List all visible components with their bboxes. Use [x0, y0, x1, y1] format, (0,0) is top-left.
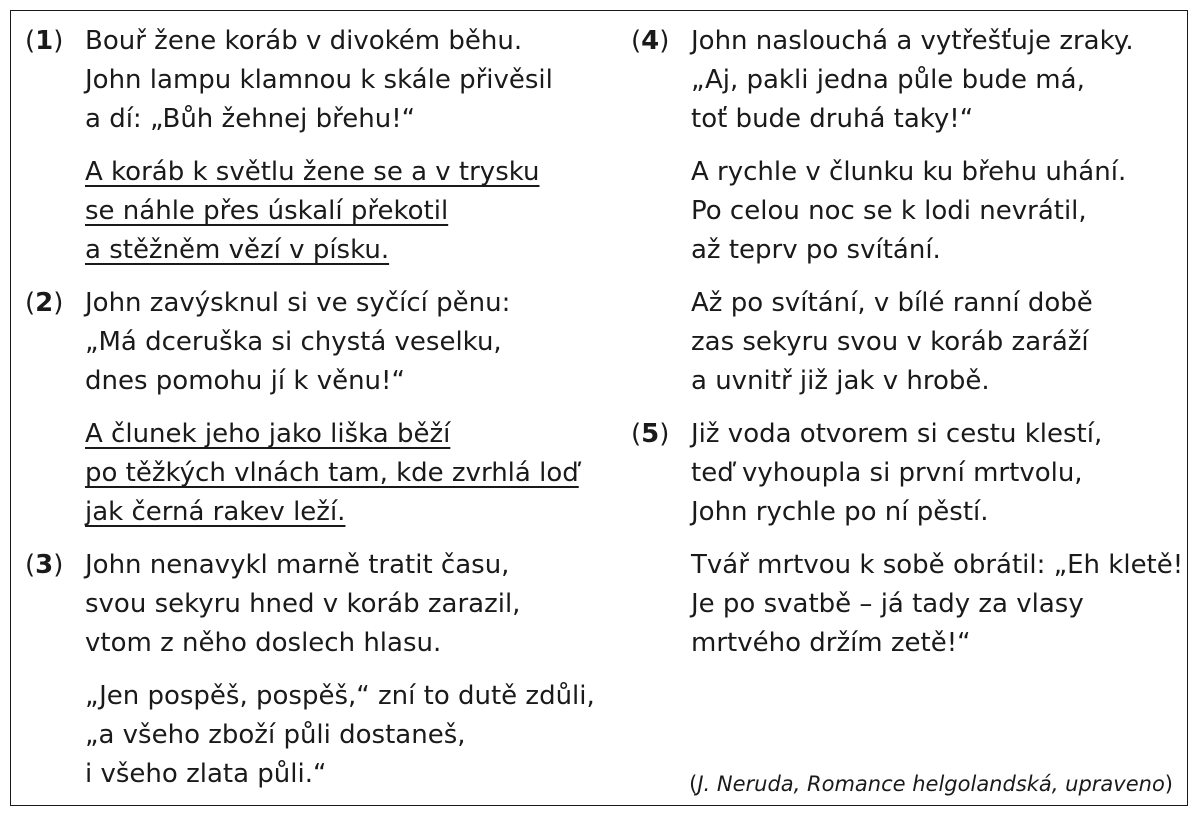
verse-line: vtom z něho doslech hlasu.: [85, 628, 442, 658]
section-number-close-paren: ): [53, 288, 64, 318]
verse-line: až teprv po svítání.: [691, 235, 941, 265]
source-text: J. Neruda, Romance helgolandská, upraveno: [697, 772, 1165, 796]
section-number-open-paren: (: [25, 550, 36, 580]
verse-line: A člunek jeho jako liška běží: [85, 419, 451, 449]
verse-line: Tvář mrtvou k sobě obrátil: „Eh kletě!: [691, 550, 1184, 580]
right-column: [629, 22, 1189, 677]
verse-line: teď vyhoupla si první mrtvolu,: [691, 458, 1083, 488]
section-number-open-paren: (: [631, 419, 642, 449]
section-number-close-paren: ): [659, 26, 670, 56]
verse-line: jak černá rakev leží.: [85, 497, 346, 527]
verse-line: toť bude druhá taky!“: [691, 104, 974, 134]
verse-line: „Aj, pakli jedna půle bude má,: [691, 65, 1085, 95]
stanza: [629, 284, 1189, 401]
verse-line: dnes pomohu jí k věnu!“: [85, 366, 405, 396]
stanza: [23, 415, 603, 532]
verse-line: a dí: „Bůh žehnej břehu!“: [85, 104, 416, 134]
section-number: [631, 22, 669, 61]
section-number: [25, 22, 63, 61]
verse-line: John lampu klamnou k skále přivěsil: [85, 65, 553, 95]
poem-frame: [10, 10, 1188, 806]
source-citation: [689, 769, 1173, 799]
verse-line: a stěžněm vězí v písku.: [85, 235, 390, 265]
source-close-paren: ): [1164, 772, 1173, 796]
verse-line: John nenavykl marně tratit času,: [85, 550, 510, 580]
stanza: [629, 415, 1189, 532]
section-number: [25, 284, 63, 323]
section-number-value: 4: [641, 26, 660, 56]
section-number-close-paren: ): [659, 419, 670, 449]
verse-line: John zavýsknul si ve syčící pěnu:: [85, 288, 511, 318]
verse-line: „a všeho zboží půli dostaneš,: [85, 720, 466, 750]
verse-line: „Má dceruška si chystá veselku,: [85, 327, 502, 357]
verse-line: svou sekyru hned v koráb zarazil,: [85, 589, 521, 619]
stanza: [629, 546, 1189, 663]
verse-line: A koráb k světlu žene se a v trysku: [85, 157, 540, 187]
verse-line: Až po svítání, v bílé ranní době: [691, 288, 1093, 318]
section-number-value: 1: [35, 26, 54, 56]
verse-line: Je po svatbě – já tady za vlasy: [691, 589, 1084, 619]
verse-line: „Jen pospěš, pospěš,“ zní to dutě zdůli,: [85, 681, 595, 711]
section-number-close-paren: ): [53, 26, 64, 56]
verse-line: i všeho zlata půli.“: [85, 759, 327, 789]
verse-line: A rychle v člunku ku břehu uhání.: [691, 157, 1127, 187]
verse-line: po těžkých vlnách tam, kde zvrhlá loď: [85, 458, 579, 488]
section-number-value: 5: [641, 419, 660, 449]
verse-line: John rychle po ní pěstí.: [691, 497, 989, 527]
stanza: [23, 284, 603, 401]
stanza: [23, 22, 603, 139]
section-number-open-paren: (: [25, 288, 36, 318]
stanza: [23, 153, 603, 270]
verse-line: se náhle přes úskalí překotil: [85, 196, 449, 226]
verse-line: John naslouchá a vytřešťuje zraky.: [691, 26, 1134, 56]
left-column: [23, 22, 603, 808]
section-number-close-paren: ): [53, 550, 64, 580]
section-number: [25, 546, 63, 585]
verse-line: a uvnitř již jak v hrobě.: [691, 366, 990, 396]
section-number: [631, 415, 669, 454]
stanza: [629, 153, 1189, 270]
verse-line: Již voda otvorem si cestu klestí,: [691, 419, 1103, 449]
stanza: [23, 677, 603, 794]
section-number-open-paren: (: [631, 26, 642, 56]
section-number-value: 2: [35, 288, 54, 318]
section-number-open-paren: (: [25, 26, 36, 56]
section-number-value: 3: [35, 550, 54, 580]
verse-line: Bouř žene koráb v divokém běhu.: [85, 26, 523, 56]
verse-line: zas sekyru svou v koráb zaráží: [691, 327, 1089, 357]
stanza: [629, 22, 1189, 139]
verse-line: mrtvého držím zetě!“: [691, 628, 971, 658]
source-open-paren: (: [689, 772, 698, 796]
stanza: [23, 546, 603, 663]
verse-line: Po celou noc se k lodi nevrátil,: [691, 196, 1087, 226]
